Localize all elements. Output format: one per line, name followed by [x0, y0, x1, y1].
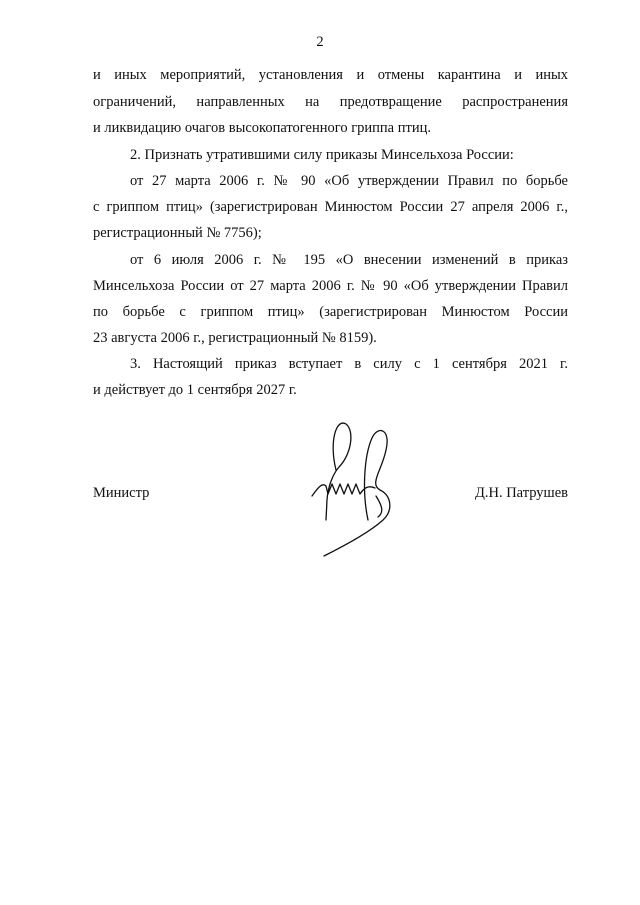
- text-line: ограничений, направленных на предотвращение распространения: [93, 94, 568, 110]
- page-number: 2: [316, 34, 324, 50]
- text-line: от 27 марта 2006 г. № 90 «Об утверждении Правил по борьбе: [130, 173, 568, 189]
- text-line: от 6 июля 2006 г. № 195 «О внесении изменений в приказ: [130, 252, 568, 268]
- text-line: и действует до 1 сентября 2027 г.: [93, 382, 297, 398]
- text-line: и ликвидацию очагов высокопатогенного гриппа птиц.: [93, 120, 431, 136]
- handwritten-signature: [300, 410, 400, 565]
- text-line: с гриппом птиц» (зарегистрирован Минюстом России 27 апреля 2006 г.,: [93, 199, 568, 215]
- text-line: 23 августа 2006 г., регистрационный № 8159).: [93, 330, 377, 346]
- signer-name: Д.Н. Патрушев: [474, 485, 568, 501]
- text-line: регистрационный № 7756);: [93, 225, 262, 241]
- text-line: 2. Признать утратившими силу приказы Минсельхоза России:: [130, 147, 514, 163]
- text-line: и иных мероприятий, установления и отмены карантина и иных: [93, 67, 568, 83]
- signer-position: Министр: [93, 485, 150, 501]
- text-line: Минсельхоза России от 27 марта 2006 г. № 90 «Об утверждении Правил: [93, 278, 568, 294]
- text-line: 3. Настоящий приказ вступает в силу с 1 сентября 2021 г.: [130, 356, 568, 372]
- text-line: по борьбе с гриппом птиц» (зарегистрирован Минюстом России: [93, 304, 568, 320]
